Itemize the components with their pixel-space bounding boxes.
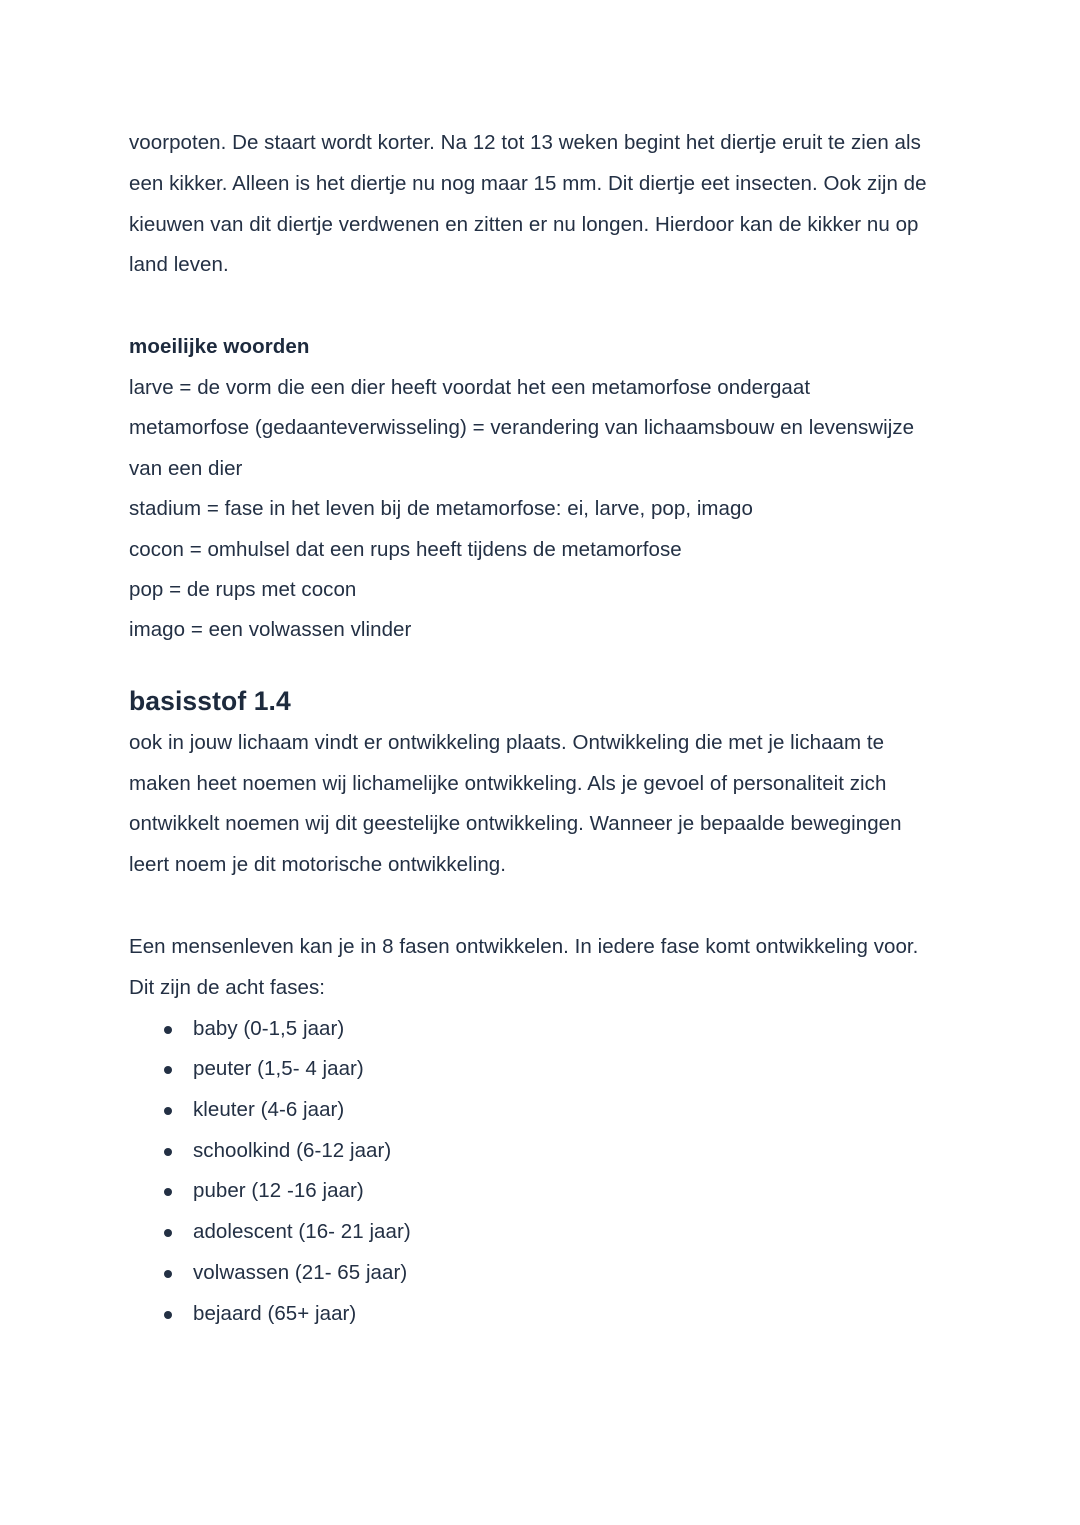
vocab-entry: metamorfose (gedaanteverwisseling) = verandering van lichaamsbouw en levenswijze van een dier [129,416,915,480]
list-item [129,1253,941,1294]
vocab-entry: larve = de vorm die een dier heeft voordat het een metamorfose ondergaat [129,375,811,399]
list-item-label: puber (12 -16 jaar) [193,1179,364,1203]
list-item [129,1131,941,1172]
list-item-label: kleuter (4-6 jaar) [193,1098,345,1122]
list-item [129,1049,941,1090]
list-item-label: adolescent (16- 21 jaar) [193,1220,411,1244]
list-item-label: peuter (1,5- 4 jaar) [193,1057,364,1081]
bullet-icon [164,1107,172,1115]
bullet-icon [164,1270,172,1278]
bullet-icon [164,1026,172,1034]
bullet-icon [164,1148,172,1156]
list-item-label: schoolkind (6-12 jaar) [193,1138,392,1162]
bullet-icon [164,1311,172,1319]
list-item [129,1294,941,1335]
section-spacer [129,651,941,679]
paragraph-spacer [129,286,941,327]
bullet-icon [164,1229,172,1237]
bullet-icon [164,1188,172,1196]
list-item-label: bejaard (65+ jaar) [193,1301,357,1325]
list-item-label: volwassen (21- 65 jaar) [193,1260,408,1284]
vocab-entry: stadium = fase in het leven bij de metamorfose: ei, larve, pop, imago [129,497,753,521]
vocab-heading: moeilijke woorden [129,335,310,359]
section-heading: basisstof 1.4 [129,685,291,716]
vocab-entry: cocon = omhulsel dat een rups heeft tijdens de metamorfose [129,537,682,561]
list-item [129,1009,941,1050]
vocab-list [129,368,941,651]
paragraph-spacer-2 [129,886,941,927]
list-item [129,1171,941,1212]
phases-intro-paragraph: Een mensenleven kan je in 8 fasen ontwikkelen. In iedere fase komt ontwikkeling voor. Dit zijn de acht fases: [129,935,919,999]
list-item [129,1090,941,1131]
phases-list [129,1009,941,1335]
section-paragraph: ook in jouw lichaam vindt er ontwikkeling plaats. Ontwikkeling die met je lichaam te maken heet noemen wij lichamelijke ontwikkeling. Als je gevoel of personaliteit zich ontwikkelt noemen wij dit geestelijke ontwikkeling. Wanneer je bepaalde bewegingen leert noem je dit motorische ontwikkeling. [129,730,902,877]
list-item-label: baby (0-1,5 jaar) [193,1016,345,1040]
vocab-entry: imago = een volwassen vlinder [129,618,412,642]
intro-paragraph: voorpoten. De staart wordt korter. Na 12 tot 13 weken begint het diertje eruit te zien als een kikker. Alleen is het diertje nu nog maar 15 mm. Dit diertje eet insecten. Ook zijn de kieuwen van dit diertje verdwenen en zitten er nu longen. Hierdoor kan de kikker nu op land leven. [129,131,927,277]
list-item [129,1212,941,1253]
document-content [129,123,941,1334]
vocab-entry: pop = de rups met cocon [129,578,357,602]
bullet-icon [164,1066,172,1074]
